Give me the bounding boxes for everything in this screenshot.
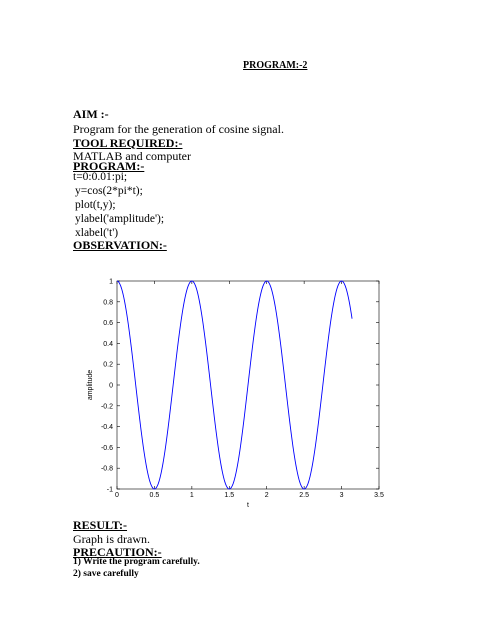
x-tick-label: 0 (115, 492, 119, 499)
y-tick-label: -0.2 (100, 403, 113, 411)
aim-text: Program for the generation of cosine signal. (73, 122, 284, 136)
x-axis-label: t (247, 502, 249, 509)
precaution-label: PRECAUTION:- (73, 545, 162, 559)
program-number-title: PROGRAM:-2 (243, 60, 308, 71)
aim-label: AIM :- (73, 107, 109, 121)
x-tick-label: 3 (339, 492, 344, 499)
code-line: xlabel('t') (75, 227, 119, 239)
code-line: ylabel('amplitude'); (75, 213, 165, 225)
y-tick-label: -0.6 (100, 444, 113, 452)
observation-label: OBSERVATION:- (73, 238, 167, 252)
tool-required-label: TOOL REQUIRED:- (73, 136, 183, 150)
program-label: PROGRAM:- (73, 159, 145, 173)
y-tick-label: -0.8 (100, 465, 113, 473)
y-tick-label: 0.6 (103, 320, 113, 328)
x-tick-label: 2.5 (299, 492, 310, 499)
cosine-series-line (117, 281, 352, 489)
result-text: Graph is drawn. (73, 532, 150, 546)
code-line: plot(t,y); (75, 199, 116, 211)
tool-required-text: MATLAB and computer (73, 149, 191, 163)
y-tick-label: 0 (109, 382, 113, 390)
precaution-item-1: 1) Write the program carefully. (73, 557, 200, 567)
y-tick-label: 0.2 (103, 361, 113, 369)
x-tick-label: 2 (264, 492, 269, 499)
code-line: t=0:0.01:pi; (73, 171, 128, 183)
y-tick-label: 1 (109, 278, 113, 286)
y-tick-label: 0.4 (103, 340, 113, 348)
result-label: RESULT:- (73, 518, 128, 532)
y-tick-label: -1 (106, 486, 113, 494)
precaution-item-2: 2) save carefully (73, 569, 139, 579)
y-tick-label: 0.8 (103, 299, 113, 307)
x-tick-label: 1.5 (224, 492, 235, 499)
y-tick-label: -0.4 (100, 424, 113, 432)
x-tick-label: 0.5 (149, 492, 160, 499)
x-tick-label: 3.5 (374, 492, 384, 499)
y-axis-label: amplitude (87, 369, 94, 401)
x-tick-label: 1 (189, 492, 194, 499)
code-line: y=cos(2*pi*t); (75, 185, 143, 197)
